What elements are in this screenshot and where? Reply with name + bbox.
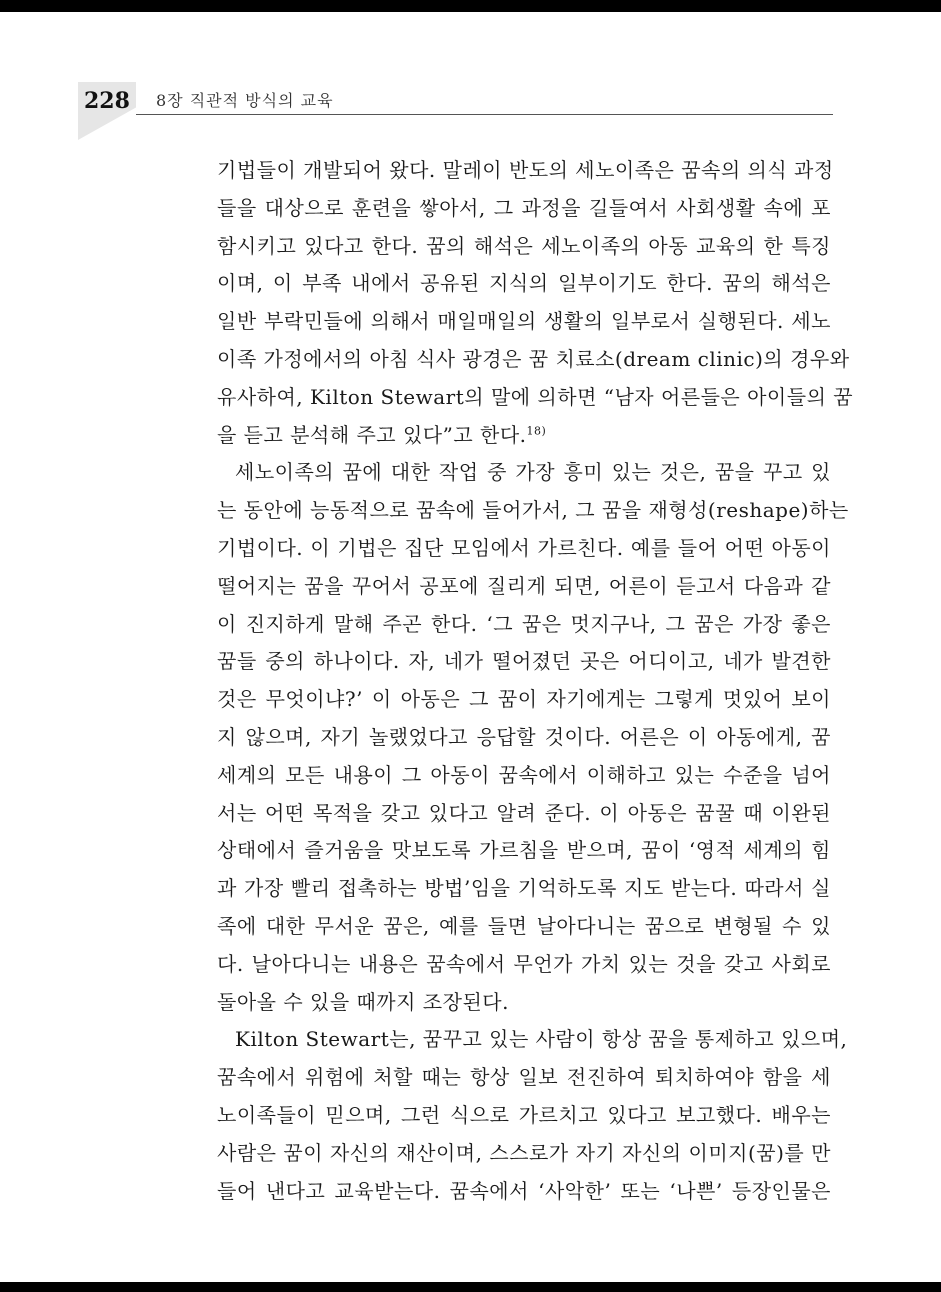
text-line: 지 않으며, 자기 놀랬었다고 응답할 것이다. 어른은 이 아동에게, 꿈	[217, 724, 831, 749]
text-line: 는 동안에 능동적으로 꿈속에 들어가서, 그 꿈을 재형성(reshape)하는	[217, 498, 849, 523]
text-line: 상태에서 즐거움을 맛보도록 가르침을 받으며, 꿈이 ‘영적 세계의 힘	[217, 838, 831, 863]
text-line: 떨어지는 꿈을 꾸어서 공포에 질리게 되면, 어른이 듣고서 다음과 같	[217, 573, 831, 598]
text-line: 이며, 이 부족 내에서 공유된 지식의 일부이기도 한다. 꿈의 해석은	[217, 271, 831, 296]
text-line: 세계의 모든 내용이 그 아동이 꿈속에서 이해하고 있는 수준을 넘어	[217, 762, 831, 787]
text-line: 함시키고 있다고 한다. 꿈의 해석은 세노이족의 아동 교육의 한 특징	[217, 233, 831, 258]
text-line: Kilton Stewart는, 꿈꾸고 있는 사람이 항상 꿈을 통제하고 있으며,	[235, 1027, 848, 1052]
text-line: 꿈속에서 위험에 처할 때는 항상 일보 전진하여 퇴치하여야 함을 세	[217, 1065, 831, 1090]
text-line: 것은 무엇이냐?’ 이 아동은 그 꿈이 자기에게는 그렇게 멋있어 보이	[217, 687, 831, 712]
text-line: 일반 부락민들에 의해서 매일매일의 생활의 일부로서 실행된다. 세노	[217, 309, 831, 334]
top-border	[0, 0, 941, 12]
text-line-content: 을 듣고 분석해 주고 있다”고 한다.	[217, 422, 527, 447]
text-line: 족에 대한 무서운 꿈은, 예를 들면 날아다니는 꿈으로 변형될 수 있	[217, 913, 831, 938]
header-rule	[136, 114, 833, 115]
bottom-border	[0, 1282, 941, 1292]
text-line: 다. 날아다니는 내용은 꿈속에서 무언가 가치 있는 것을 갖고 사회로	[217, 951, 831, 976]
text-line: 들을 대상으로 훈련을 쌓아서, 그 과정을 길들여서 사회생활 속에 포	[217, 195, 831, 220]
footnote-marker: 18)	[526, 423, 547, 437]
text-line: 서는 어떤 목적을 갖고 있다고 알려 준다. 이 아동은 꿈꿀 때 이완된	[217, 800, 831, 825]
text-line: 이 진지하게 말해 주곤 한다. ‘그 꿈은 멋지구나, 그 꿈은 가장 좋은	[217, 611, 831, 636]
text-line: 기법이다. 이 기법은 집단 모임에서 가르친다. 예를 들어 어떤 아동이	[217, 535, 831, 560]
text-line: 돌아올 수 있을 때까지 조장된다.	[217, 989, 509, 1014]
running-head: 8장 직관적 방식의 교육	[156, 91, 334, 110]
text-line	[217, 417, 831, 455]
text-line: 꿈들 중의 하나이다. 자, 네가 떨어졌던 곳은 어디이고, 네가 발견한	[217, 649, 831, 674]
text-line: 이족 가정에서의 아침 식사 광경은 꿈 치료소(dream clinic)의 경우와	[217, 346, 850, 371]
text-line: 노이족들이 믿으며, 그런 식으로 가르치고 있다고 보고했다. 배우는	[217, 1102, 831, 1127]
page-number: 228	[84, 88, 130, 114]
text-line: 세노이족의 꿈에 대한 작업 중 가장 흥미 있는 것은, 꿈을 꾸고 있	[235, 460, 831, 485]
body-text	[217, 152, 854, 1210]
text-line: 기법들이 개발되어 왔다. 말레이 반도의 세노이족은 꿈속의 의식 과정	[217, 158, 834, 182]
text-line: 과 가장 빨리 접촉하는 방법’임을 기억하도록 지도 받는다. 따라서 실	[217, 876, 831, 901]
text-line: 유사하여, Kilton Stewart의 말에 의하면 “남자 어른들은 아이들의 꿈	[217, 384, 854, 409]
text-line: 사람은 꿈이 자신의 재산이며, 스스로가 자기 자신의 이미지(꿈)를 만	[217, 1140, 831, 1165]
text-line: 들어 낸다고 교육받는다. 꿈속에서 ‘사악한’ 또는 ‘나쁜’ 등장인물은	[217, 1178, 831, 1203]
